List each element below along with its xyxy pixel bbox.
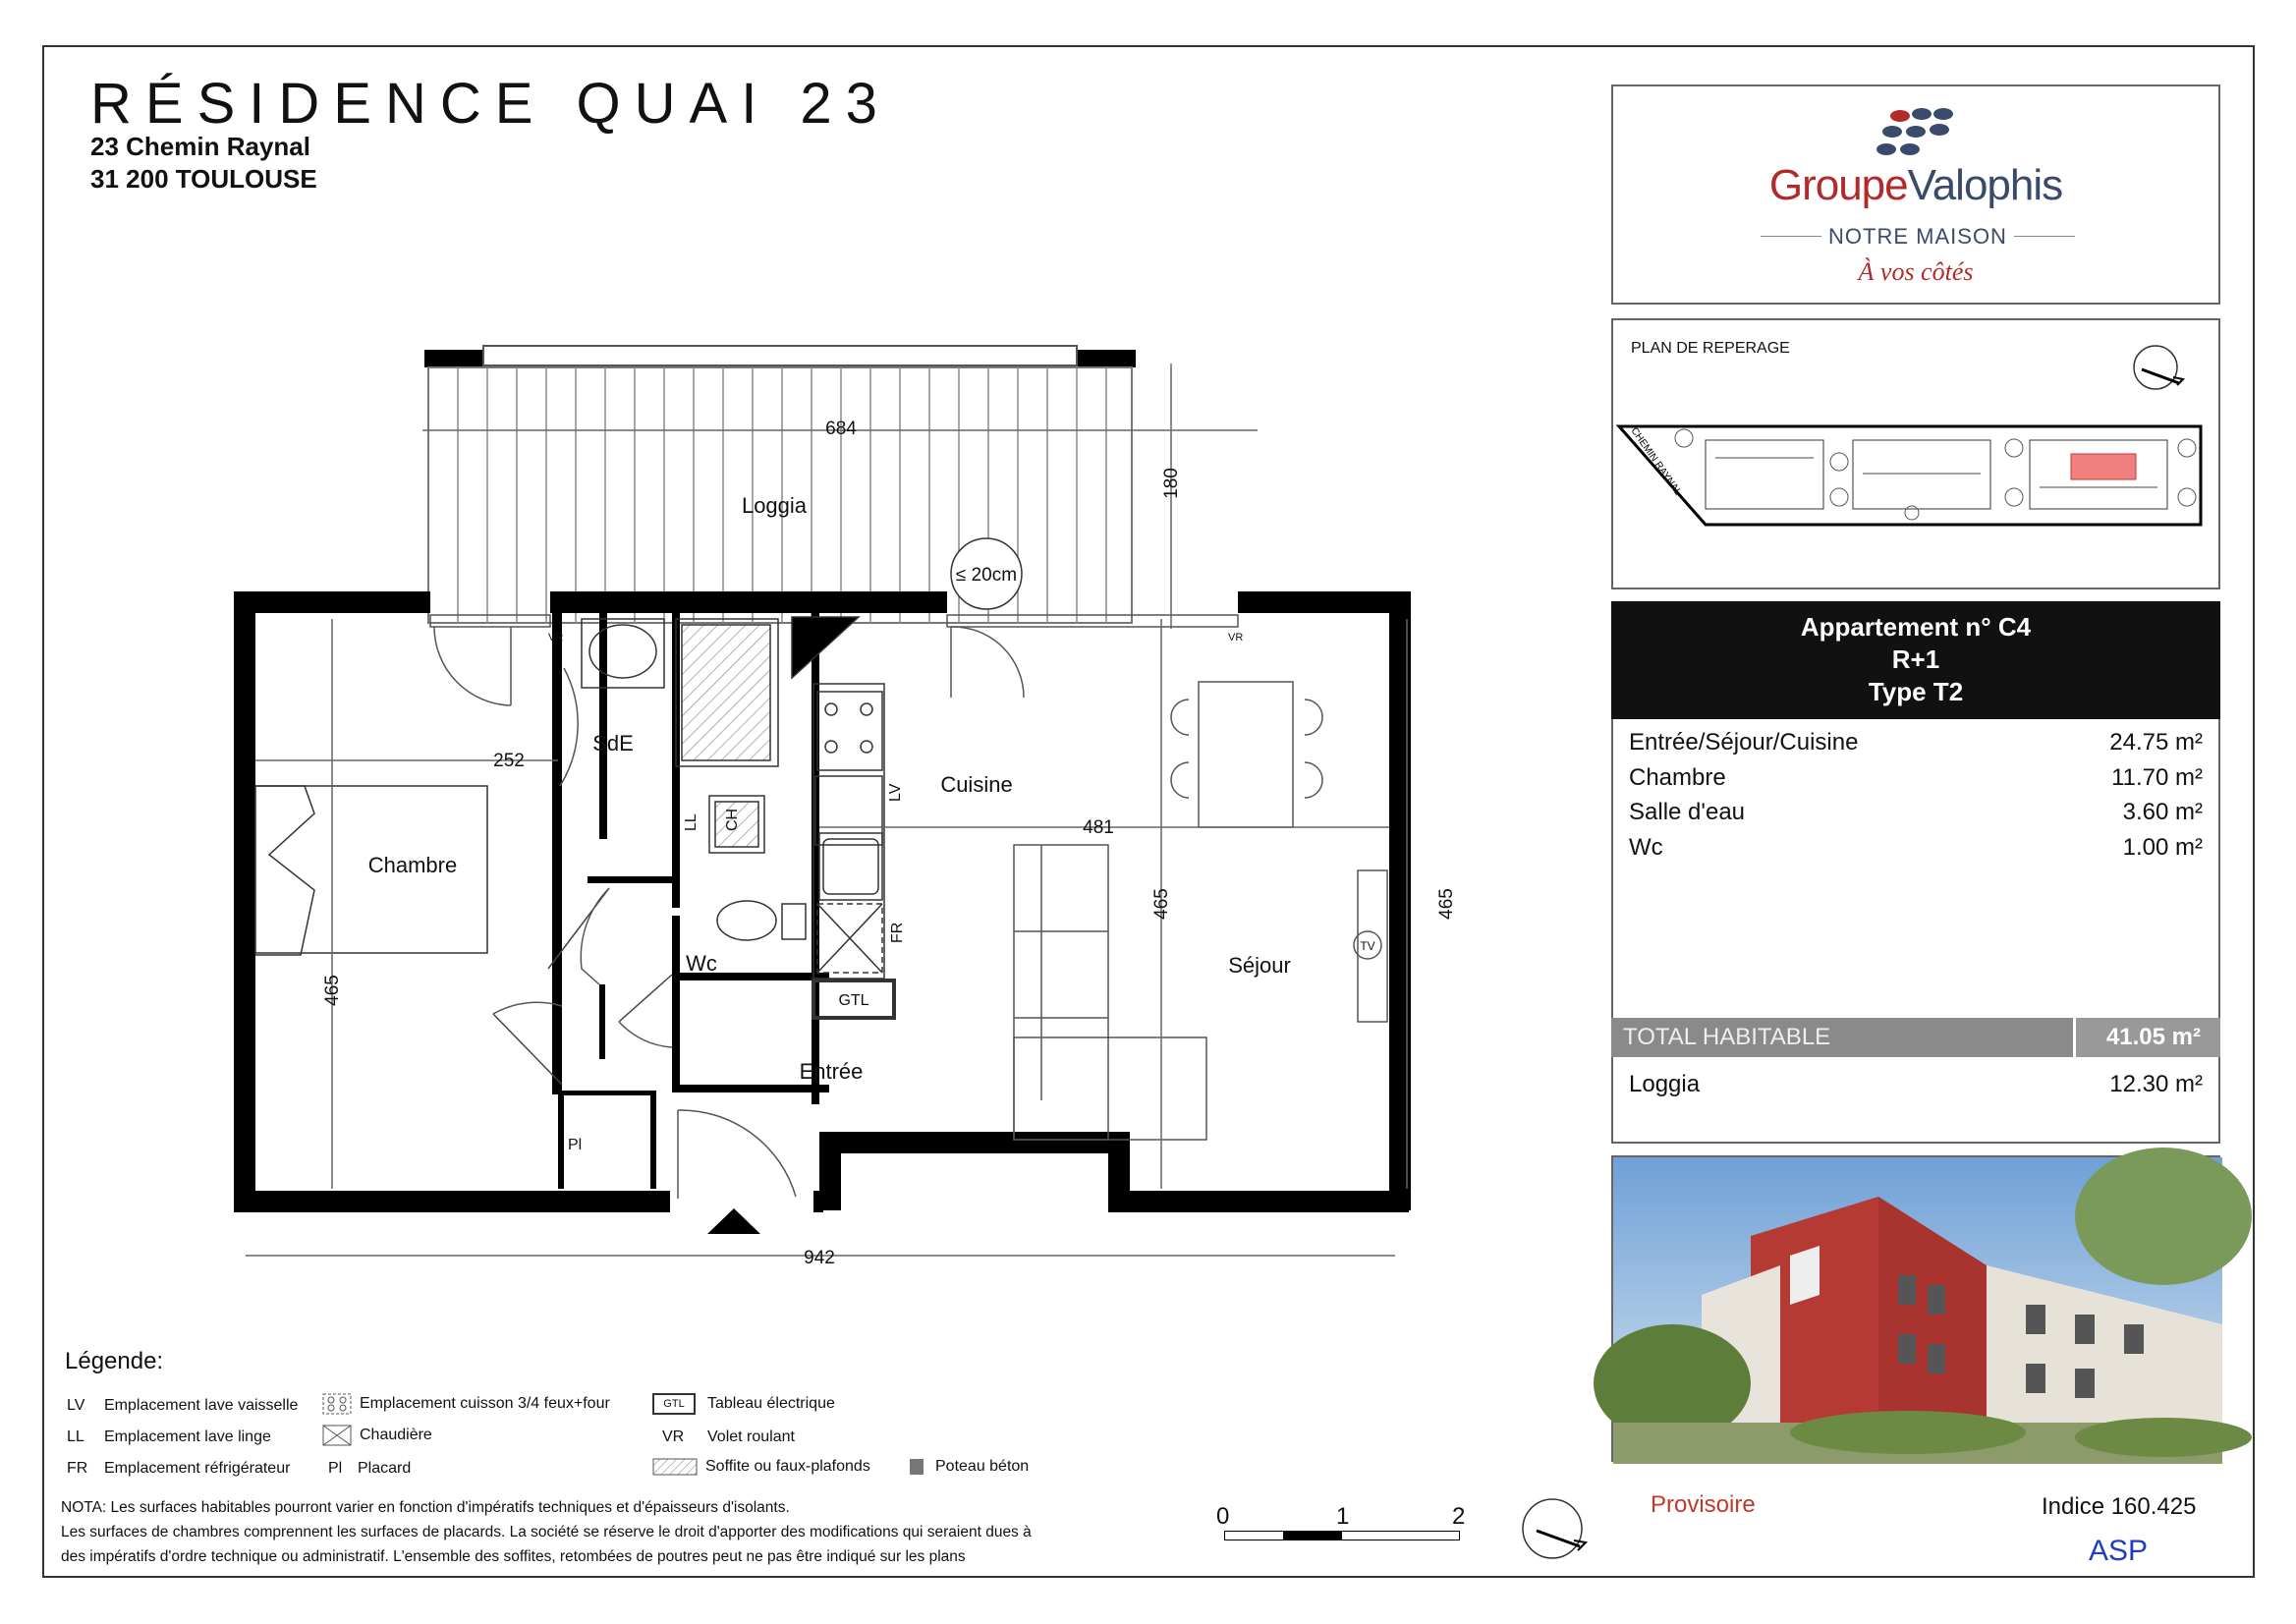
tag-fr: FR	[889, 922, 906, 943]
room-row: Wc 1.00 m²	[1629, 834, 2203, 861]
cooktop-icon	[322, 1393, 352, 1415]
north-arrow-icon	[2132, 344, 2187, 395]
legend-item-vr: VR Volet roulant	[662, 1428, 795, 1445]
legend-item-fr: FR Emplacement réfrigérateur	[67, 1460, 291, 1477]
entrance-arrow-icon	[707, 1208, 760, 1234]
apartment-floor: R+1	[1891, 644, 1940, 674]
dim-right-height: 465	[1436, 888, 1457, 920]
dim-total-width: 942	[804, 1248, 835, 1268]
building-render-image	[1611, 1155, 2220, 1462]
nota-line: des impératifs d'ordre technique ou administratif. L'ensemble des soffites, retombées de poutres peut ne pas être indiqué sur les plans	[61, 1548, 966, 1565]
step-label: ≤ 20cm	[955, 565, 1018, 586]
site-plan-title: PLAN DE REPERAGE	[1631, 340, 1790, 357]
room-label-wc: Wc	[686, 951, 717, 976]
index-number: Indice 160.425	[2042, 1493, 2197, 1520]
compass-icon	[1521, 1497, 1590, 1560]
tag-lv: LV	[887, 783, 904, 802]
concrete-post-icon	[910, 1459, 924, 1475]
legend-item-gtl: GTL Tableau électrique	[652, 1393, 835, 1415]
total-habitable-bar	[1611, 1018, 2220, 1057]
logo-slogan: À vos côtés	[1858, 257, 1974, 286]
dim-loggia-width: 684	[825, 419, 857, 439]
legend-item-soffite: Soffite ou faux-plafonds	[652, 1458, 870, 1476]
tag-vr-sejour: VR	[1228, 632, 1244, 644]
dim-chambre-height: 465	[322, 975, 343, 1006]
address-city: 31 200 TOULOUSE	[90, 164, 317, 194]
status-provisoire: Provisoire	[1651, 1491, 1756, 1518]
boiler-icon	[322, 1425, 352, 1446]
residence-title: RÉSIDENCE QUAI 23	[90, 72, 891, 136]
nota-line: Les surfaces de chambres comprennent les surfaces de placards. La société se réserve le droit d'apporter des modifications qui seraient dues à	[61, 1524, 1032, 1540]
apartment-number: Appartement n° C4	[1800, 612, 2032, 642]
legend-item-lv: LV Emplacement lave vaisselle	[67, 1397, 299, 1414]
dim-loggia-height: 180	[1161, 468, 1182, 499]
site-plan-panel	[1611, 318, 2220, 589]
hatch-icon	[652, 1458, 698, 1476]
loggia-area	[422, 346, 1258, 629]
room-label-chambre: Chambre	[367, 853, 458, 877]
room-row: Chambre 11.70 m²	[1629, 764, 2203, 791]
legend-item-ll: LL Emplacement lave linge	[67, 1428, 271, 1445]
site-plan-drawing	[1617, 419, 2218, 536]
logo-dots-icon	[1871, 106, 1965, 165]
tag-gtl: GTL	[838, 992, 869, 1009]
room-label-cuisine: Cuisine	[940, 772, 1013, 797]
logo-panel	[1611, 84, 2220, 305]
logo-wordmark: GroupeValophis	[1768, 161, 2063, 209]
tag-vr-chambre: VR	[548, 632, 564, 644]
total-value: 41.05 m²	[2073, 1018, 2220, 1057]
dim-chambre-width: 252	[493, 751, 525, 771]
legend-item-placard: Pl Placard	[328, 1460, 412, 1477]
tag-tv: TV	[1360, 939, 1375, 953]
room-label-entree: Entrée	[799, 1059, 864, 1084]
floor-plan	[216, 334, 1457, 1297]
living-furniture	[1014, 682, 1387, 1140]
tag-ch: CH	[724, 808, 741, 831]
building-illustration	[1613, 1157, 2222, 1464]
address-street: 23 Chemin Raynal	[90, 132, 310, 161]
scale-bar	[1216, 1503, 1472, 1546]
room-label-sejour: Séjour	[1228, 953, 1291, 978]
kitchen-fixtures	[813, 684, 894, 1018]
legend-item-boiler: Chaudière	[322, 1425, 432, 1446]
gtl-icon: GTL	[652, 1393, 696, 1415]
author-initials: ASP	[2089, 1535, 2149, 1567]
scale-tick-1: 1	[1336, 1503, 1350, 1530]
room-label-sde: SdE	[592, 731, 634, 756]
loggia-row: Loggia 12.30 m²	[1629, 1071, 2203, 1097]
window-openings	[430, 615, 1238, 1199]
total-label: TOTAL HABITABLE	[1623, 1024, 1831, 1050]
nota-text	[61, 1495, 1142, 1569]
apartment-type: Type T2	[1868, 677, 1964, 706]
scale-tick-0: 0	[1216, 1503, 1230, 1530]
site-plan-street: CHEMIN RAYNAL	[1628, 425, 1684, 498]
logo-tagline: NOTRE MAISON	[1761, 224, 2075, 250]
legend-item-cooktop: Emplacement cuisson 3/4 feux+four	[322, 1393, 610, 1415]
dim-sejour-width: 481	[1083, 817, 1114, 838]
apartment-header	[1611, 601, 2220, 719]
room-label-loggia: Loggia	[741, 493, 808, 518]
legend-title: Légende:	[65, 1348, 164, 1374]
exterior-walls	[234, 591, 1411, 1212]
room-row: Entrée/Séjour/Cuisine 24.75 m²	[1629, 729, 2203, 756]
tag-pl: Pl	[568, 1137, 583, 1153]
room-row: Salle d'eau 3.60 m²	[1629, 799, 2203, 825]
scale-tick-2: 2	[1452, 1503, 1466, 1530]
dim-sejour-height: 465	[1151, 888, 1172, 920]
nota-line: NOTA: Les surfaces habitables pourront varier en fonction d'impératifs techniques et d'épaisseurs d'isolants.	[61, 1499, 790, 1516]
legend-item-poteau: Poteau béton	[910, 1458, 1029, 1476]
tag-ll: LL	[683, 813, 700, 831]
